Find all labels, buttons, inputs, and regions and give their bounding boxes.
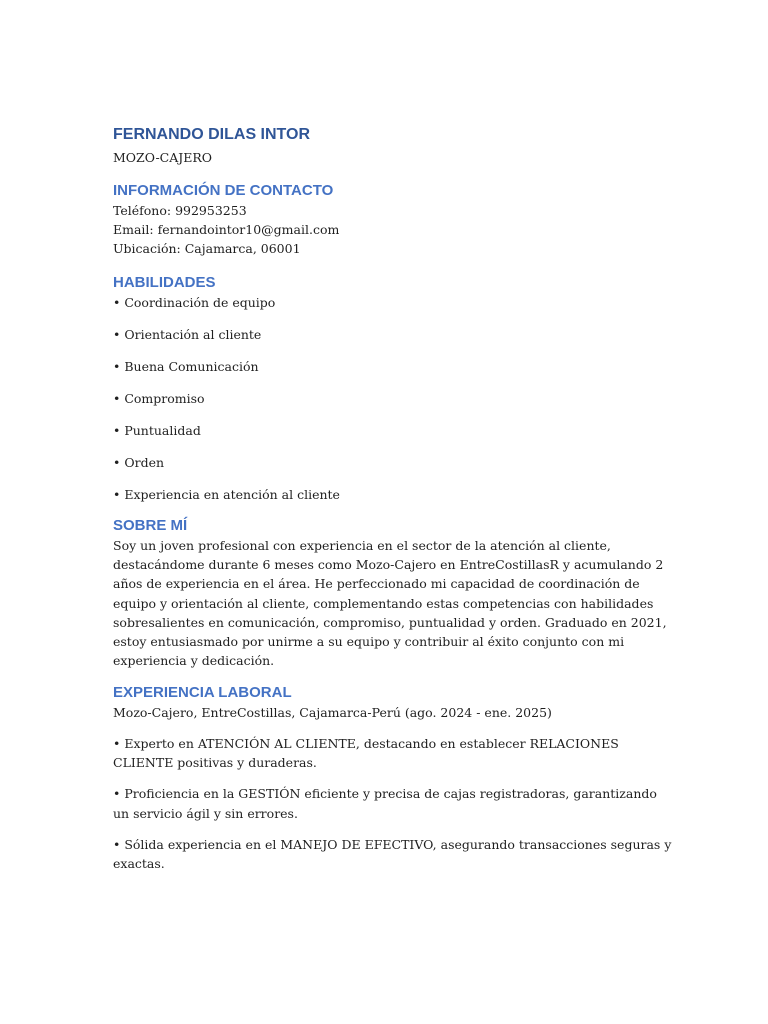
- resume-document: [113, 124, 673, 885]
- skill-item: • Coordinación de equipo: [113, 294, 276, 310]
- skill-item: • Puntualidad: [113, 422, 201, 438]
- experience-bullet: • Proficiencia en la GESTIÓN eficiente y precisa de cajas registradoras, garantizando un servicio ágil y sin errores.: [113, 786, 657, 821]
- candidate-name: FERNANDO DILAS INTOR: [113, 126, 311, 143]
- experience-section-title: EXPERIENCIA LABORAL: [113, 683, 292, 701]
- contact-phone: Teléfono: 992953253: [113, 203, 247, 218]
- about-section-title: SOBRE MÍ: [113, 516, 188, 534]
- experience-bullets: [113, 734, 673, 873]
- skill-item: • Experiencia en atención al cliente: [113, 486, 340, 502]
- skill-item: • Orden: [113, 454, 165, 470]
- contact-section-title: INFORMACIÓN DE CONTACTO: [113, 182, 334, 199]
- skills-list: [113, 293, 673, 504]
- skill-item: • Buena Comunicación: [113, 358, 259, 374]
- contact-email: Email: fernandointor10@gmail.com: [113, 222, 340, 238]
- skill-item: • Compromiso: [113, 390, 205, 406]
- experience-bullet: • Sólida experiencia en el MANEJO DE EFECTIVO, asegurando transacciones seguras y exactas.: [113, 836, 672, 871]
- about-paragraph: Soy un joven profesional con experiencia en el sector de la atención al cliente, destacándome durante 6 meses como Mozo-Cajero en EntreCostillasR y acumulando 2 años de experiencia en el área. He perfeccionado mi capacidad de coordinación de equipo y orientación al cliente, complementando estas competencias con habilidades sobresalientes en comunicación, compromiso, puntualidad y orden. Graduado en 2021, estoy entusiasmado por unirme a su equipo y contribuir al éxito conjunto con mi experiencia y dedicación.: [113, 537, 667, 669]
- experience-bullet: • Experto en ATENCIÓN AL CLIENTE, destacando en establecer RELACIONES CLIENTE positivas y duraderas.: [113, 735, 619, 771]
- skill-item: • Orientación al cliente: [113, 326, 262, 342]
- skills-section-title: HABILIDADES: [113, 273, 216, 291]
- contact-location: Ubicación: Cajamarca, 06001: [113, 241, 301, 257]
- candidate-role: MOZO-CAJERO: [113, 150, 213, 165]
- job-entry: Mozo-Cajero, EntreCostillas, Cajamarca-Perú (ago. 2024 - ene. 2025): [113, 704, 552, 720]
